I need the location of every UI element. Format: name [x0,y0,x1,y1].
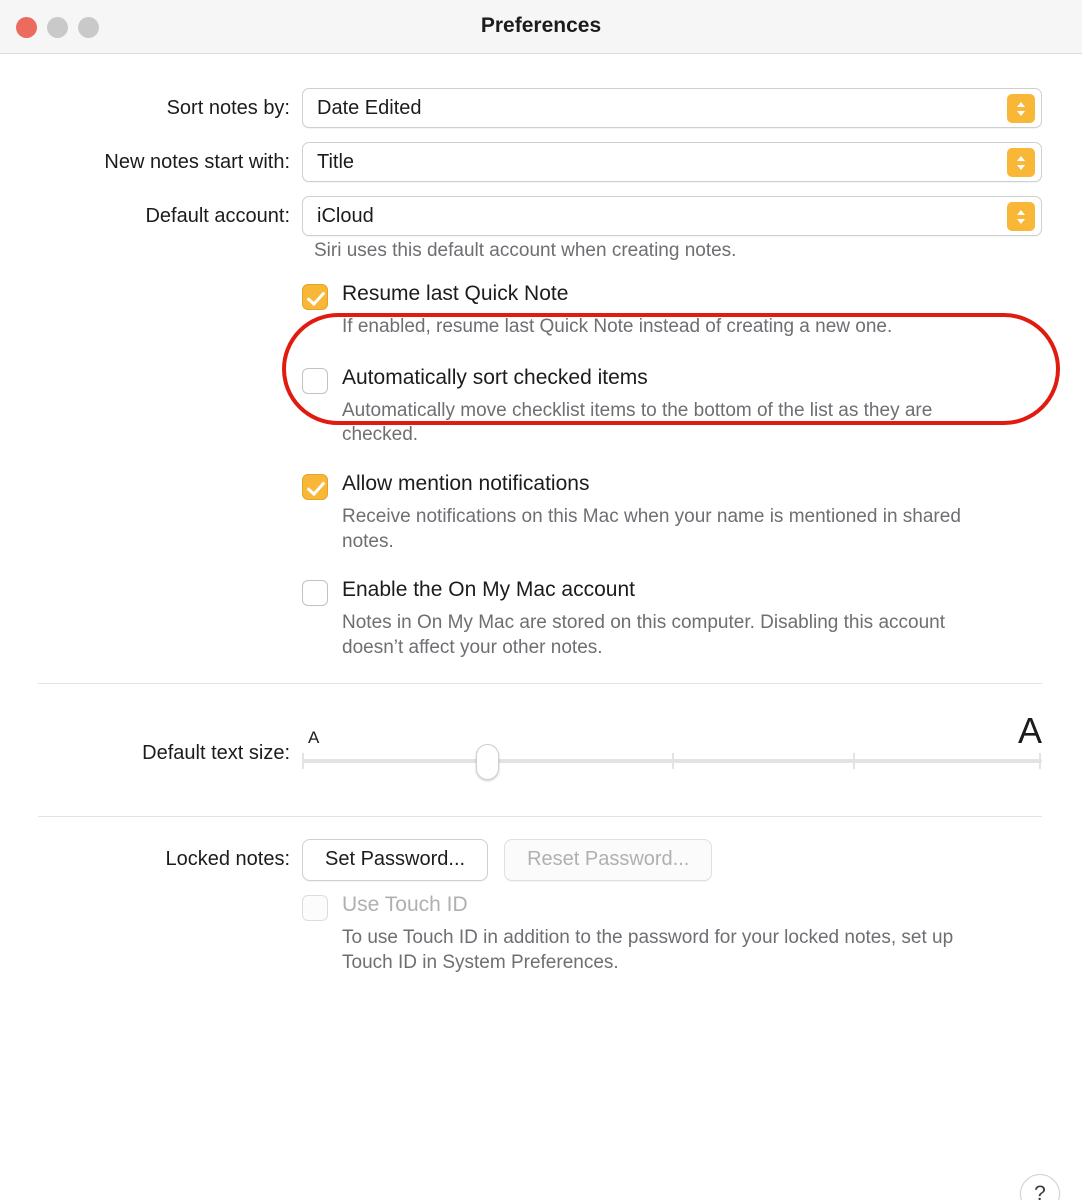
reset-password-button: Reset Password... [504,839,712,881]
default-text-size-control [302,706,1082,772]
auto-sort-checked-description: Automatically move checklist items to the bottom of the list as they are checked. [342,399,933,446]
sort-notes-by-field [302,88,1082,128]
default-account-select[interactable] [302,196,1042,236]
default-account-hint: Siri uses this default account when creating notes. [314,240,737,261]
use-touch-id-checkbox [302,895,328,921]
enable-on-my-mac-block [302,578,1082,660]
set-password-button[interactable]: Set Password... [302,839,488,881]
large-a-glyph: A [1017,709,1042,751]
sort-notes-by-row [0,88,1082,128]
enable-on-my-mac-label: Enable the On My Mac account [342,578,635,602]
new-notes-start-with-field [302,142,1082,182]
default-text-size-row [0,706,1082,772]
locked-notes-label: Locked notes: [165,848,290,871]
new-notes-start-with-value: Title [317,150,355,173]
use-touch-id-description: To use Touch ID in addition to the password for your locked notes, set up Touch ID in System Preferences. [342,926,954,973]
allow-mentions-description: Receive notifications on this Mac when your name is mentioned in shared notes. [342,506,961,552]
default-account-label: Default account: [145,204,290,227]
allow-mentions-row[interactable] [302,472,1036,500]
resume-quick-note-description: If enabled, resume last Quick Note instead of creating a new one. [342,316,893,337]
slider-tick [302,753,304,769]
default-text-size-label: Default text size: [142,742,290,765]
chevron-updown-icon [1007,202,1035,231]
title-bar [0,0,1082,54]
slider-knob[interactable] [476,744,499,780]
new-notes-start-with-label: New notes start with: [104,150,290,173]
use-touch-id-block [302,893,1082,975]
default-account-row [0,196,1082,236]
sort-notes-by-select[interactable] [302,88,1042,128]
resume-quick-note-row[interactable] [302,282,1036,310]
locked-notes-buttons [302,839,1082,881]
default-account-field [302,196,1082,236]
default-account-hint-row [314,240,1082,262]
enable-on-my-mac-description: Notes in On My Mac are stored on this computer. Disabling this account doesn’t affect your other notes. [342,612,945,659]
resume-quick-note-checkbox[interactable] [302,284,328,310]
text-size-slider[interactable] [302,750,1042,772]
resume-quick-note-block [302,282,1082,340]
auto-sort-checked-row[interactable] [302,366,1036,394]
chevron-updown-icon [1007,94,1035,123]
chevron-updown-icon [1007,148,1035,177]
locked-notes-row [0,839,1082,881]
allow-mentions-block [302,472,1082,554]
new-notes-start-with-select[interactable] [302,142,1042,182]
allow-mentions-label: Allow mention notifications [342,472,590,496]
auto-sort-checked-label: Automatically sort checked items [342,365,648,389]
auto-sort-checked-block [302,366,1082,448]
page-title: Preferences [480,14,602,37]
divider-bottom [38,816,1042,817]
divider-top [38,683,1042,684]
auto-sort-checked-checkbox[interactable] [302,368,328,394]
default-account-value: iCloud [317,204,374,227]
enable-on-my-mac-checkbox[interactable] [302,580,328,606]
enable-on-my-mac-row[interactable] [302,578,1036,606]
slider-tick [853,753,855,769]
use-touch-id-label: Use Touch ID [342,892,468,916]
sort-notes-by-label: Sort notes by: [166,96,290,119]
slider-tick [672,753,674,769]
small-a-glyph: A [308,727,320,747]
new-notes-start-with-row [0,142,1082,182]
sort-notes-by-value: Date Edited [317,96,422,119]
allow-mentions-checkbox[interactable] [302,474,328,500]
slider-tick [1039,753,1041,769]
resume-quick-note-label: Resume last Quick Note [342,282,569,305]
use-touch-id-row [302,893,1036,921]
preferences-content [0,88,1082,1200]
help-button[interactable]: ? [1020,1174,1060,1200]
text-size-glyphs [302,706,1042,750]
